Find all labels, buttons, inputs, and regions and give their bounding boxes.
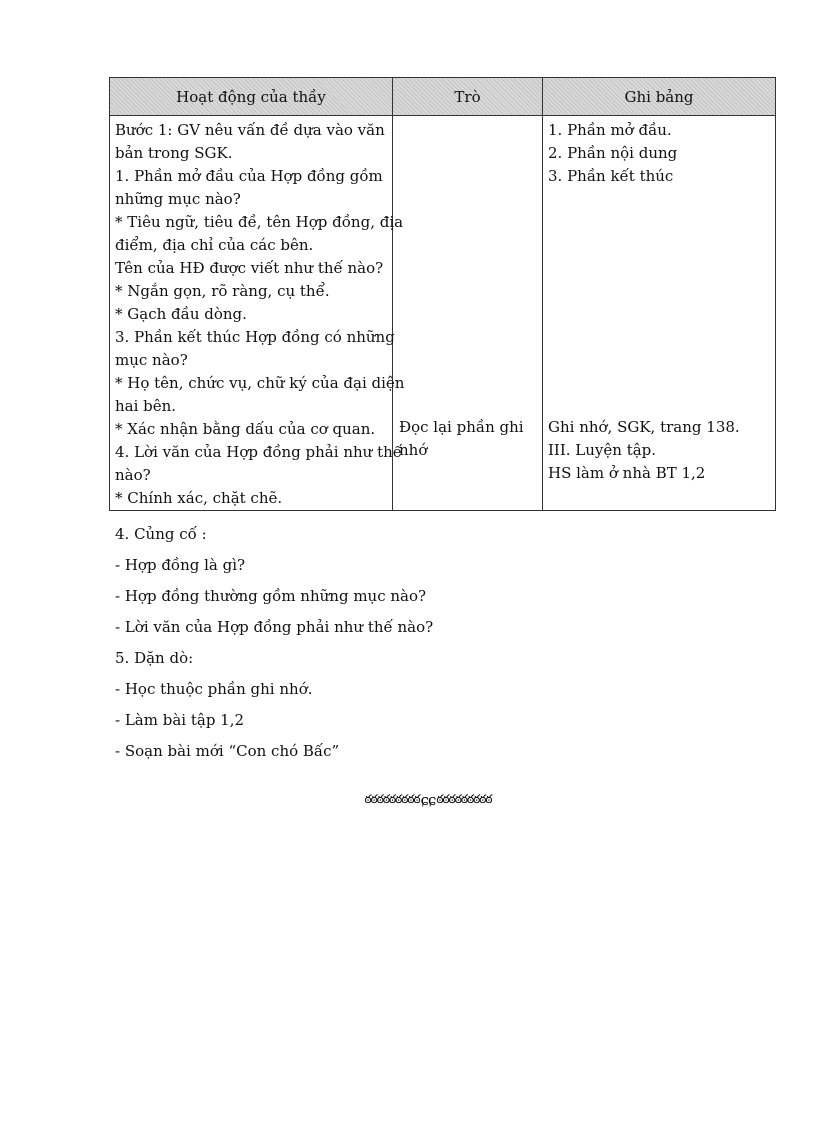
text-line: - Hợp đồng là gì?	[115, 556, 246, 574]
student-cell	[393, 116, 543, 511]
ornament-center: ɕɕ	[420, 791, 436, 809]
student-line: Đọc lại phần ghi	[399, 418, 524, 436]
text-line: - Lời văn của Hợp đồng phải như thế nào?	[115, 618, 434, 636]
teacher-line: nào?	[115, 466, 151, 484]
lesson-table	[109, 77, 776, 511]
teacher-line: bản trong SGK.	[115, 144, 233, 162]
board-line: 1. Phần mở đầu.	[548, 121, 672, 139]
teacher-line: * Họ tên, chức vụ, chữ ký của đại diện	[115, 374, 405, 392]
teacher-line: Tên của HĐ được viết như thế nào?	[115, 259, 384, 277]
table-row	[110, 116, 776, 511]
board-cell	[543, 116, 776, 511]
board-line: 2. Phần nội dung	[548, 144, 678, 162]
review-and-homework	[115, 519, 433, 767]
teacher-line: những mục nào?	[115, 190, 241, 208]
ornament-right: ఠఠఠఠఠఠఠఠఠ	[436, 791, 492, 806]
teacher-line: * Tiêu ngữ, tiêu đề, tên Hợp đồng, địa	[115, 213, 404, 231]
board-line: Ghi nhớ, SGK, trang 138.	[548, 418, 740, 436]
text-line: 4. Củng cố :	[115, 525, 207, 543]
text-line: - Soạn bài mới “Con chó Bấc”	[115, 742, 340, 760]
student-line: nhớ	[399, 441, 428, 459]
teacher-line: hai bên.	[115, 397, 177, 415]
board-line: HS làm ở nhà BT 1,2	[548, 464, 706, 482]
teacher-line: * Xác nhận bằng dấu của cơ quan.	[115, 420, 376, 438]
teacher-line: * Gạch đầu dòng.	[115, 305, 247, 323]
teacher-line: 4. Lời văn của Hợp đồng phải như thế	[115, 443, 402, 461]
header-student: Trò	[393, 78, 543, 116]
teacher-line: * Chính xác, chặt chẽ.	[115, 489, 283, 507]
text-line: - Làm bài tập 1,2	[115, 711, 245, 729]
teacher-line: 1. Phần mở đầu của Hợp đồng gồm	[115, 167, 383, 185]
teacher-line: Bước 1: GV nêu vấn đề dựa vào văn	[115, 121, 385, 139]
teacher-line: 3. Phần kết thúc Hợp đồng có những	[115, 328, 395, 346]
teacher-line: mục nào?	[115, 351, 188, 369]
table-header-row	[110, 78, 776, 116]
header-board: Ghi bảng	[543, 78, 776, 116]
teacher-line: * Ngắn gọn, rõ ràng, cụ thể.	[115, 282, 330, 300]
board-line: III. Luyện tập.	[548, 441, 657, 459]
teacher-line: điểm, địa chỉ của các bên.	[115, 236, 314, 254]
text-line: 5. Dặn dò:	[115, 649, 194, 667]
header-teacher: Hoạt động của thầy	[110, 78, 393, 116]
decorative-divider	[309, 792, 547, 808]
teacher-cell	[110, 116, 405, 511]
ornament-left: ఠఠఠఠఠఠఠఠఠ	[364, 791, 420, 806]
board-line: 3. Phần kết thúc	[548, 167, 674, 185]
text-line: - Hợp đồng thường gồm những mục nào?	[115, 587, 427, 605]
text-line: - Học thuộc phần ghi nhớ.	[115, 680, 313, 698]
